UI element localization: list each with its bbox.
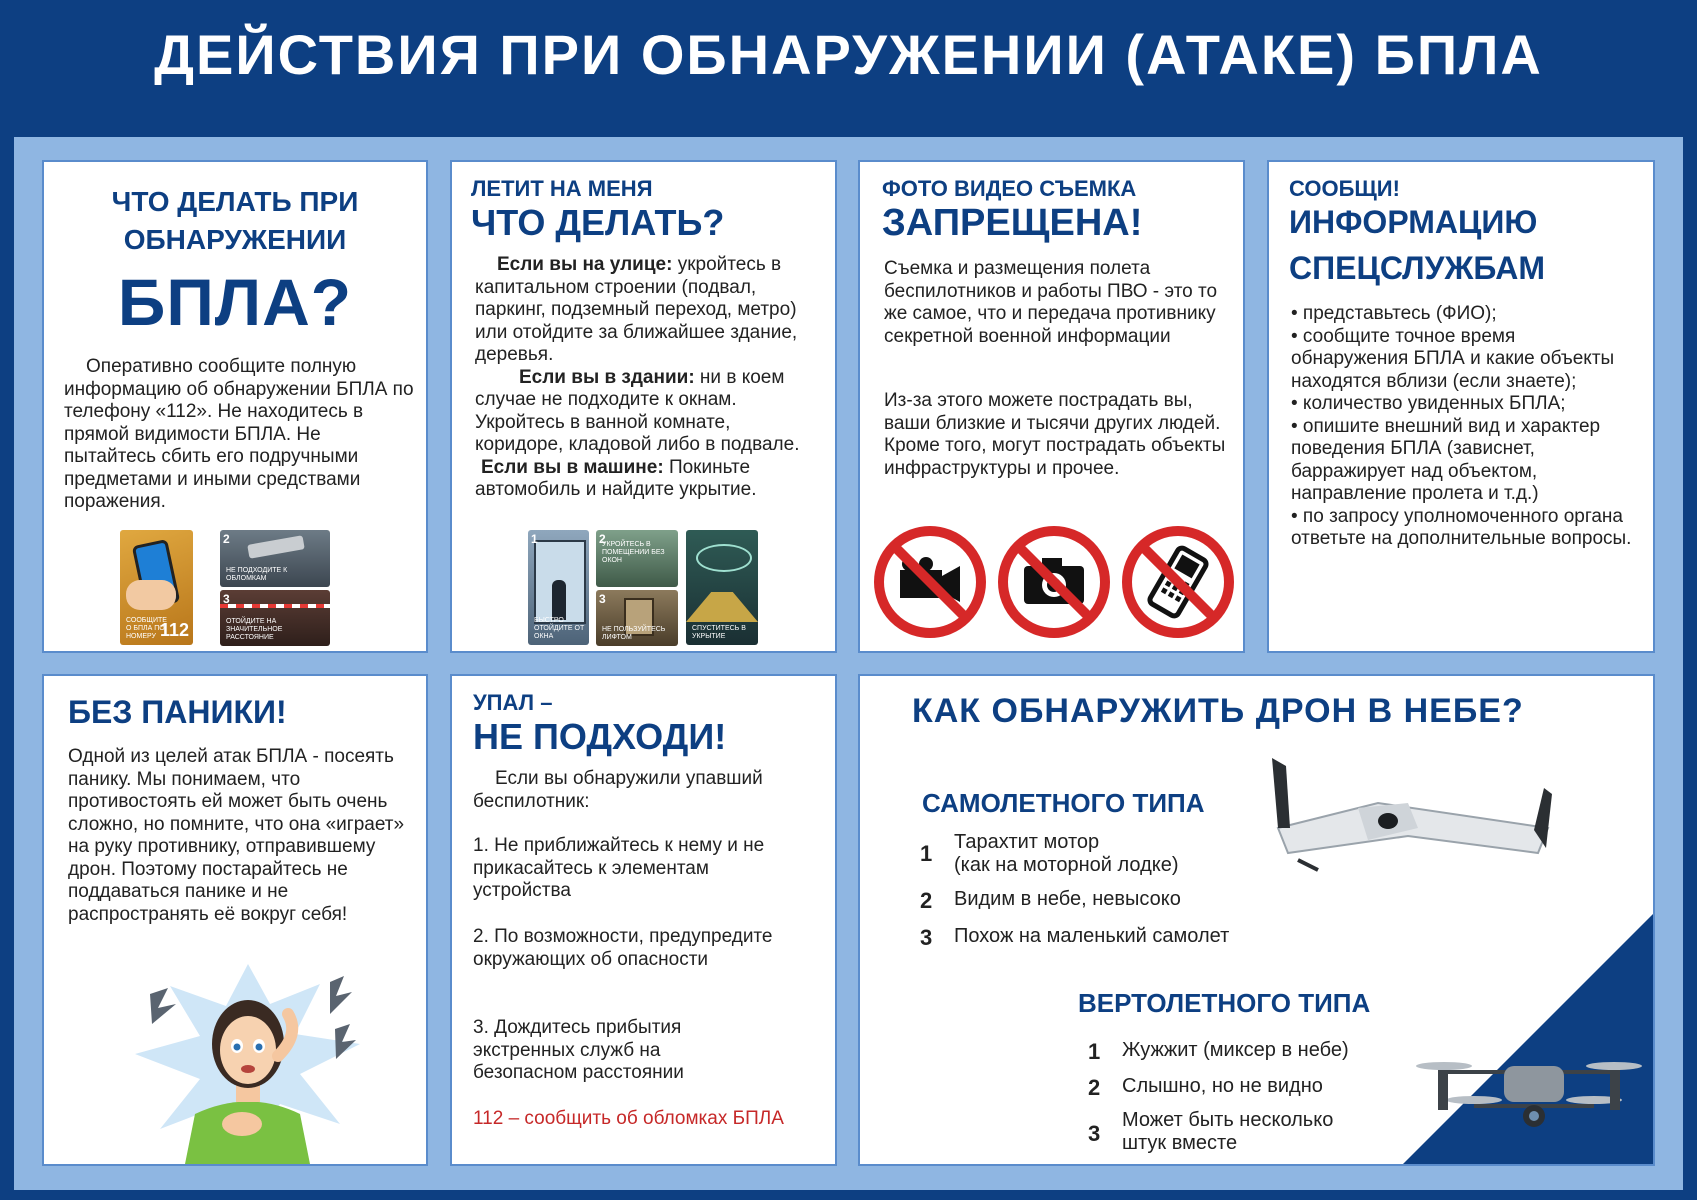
pic-caption: ОТОЙДИТЕ НА ЗНАЧИТЕЛЬНОЕ РАССТОЯНИЕ <box>226 618 283 641</box>
panel-detect-drone <box>858 674 1655 1166</box>
elevator-image <box>596 590 678 646</box>
pic-caption: НЕ ПОДХОДИТЕ К ОБЛОМКАМ <box>226 567 288 582</box>
building-label: Если вы в здании: <box>519 366 695 388</box>
flying-text <box>475 254 820 502</box>
pic-caption: БЫСТРО ОТОЙДИТЕ ОТ ОКНА <box>534 617 585 640</box>
distance-image <box>220 590 330 646</box>
drone-heading: КАК ОБНАРУЖИТЬ ДРОН В НЕБЕ? <box>912 692 1524 730</box>
pic-caption: УКРОЙТЕСЬ В ПОМЕЩЕНИИ БЕЗ ОКОН <box>602 541 665 564</box>
feature-text: Тарахтит мотор <box>954 831 1100 853</box>
inform-list <box>1291 303 1636 551</box>
detect-text: Оперативно сообщите полную информацию об обнаружении БПЛА по телефону «112». Не находитесь в прямой видимости БПЛА. Не пытайтесь сбить его подручными предметами и иными средствами поражения. <box>64 356 414 512</box>
pic-number: 1 <box>531 532 538 546</box>
car-label: Если вы в машине: <box>481 456 664 478</box>
fallen-step-1: 1. Не приближайтесь к нему и не прикасайтесь к элементам устройства <box>473 835 765 901</box>
no-video-camera-icon <box>872 524 988 640</box>
street-label: Если вы на улице: <box>497 254 673 275</box>
fallen-red-note: 112 – сообщить об обломках БПЛА <box>473 1108 784 1129</box>
pic-number: 3 <box>599 592 606 606</box>
fallen-step-2: 2. По возможности, предупредите окружающих об опасности <box>473 926 773 970</box>
fixed-wing-drone-image <box>1258 748 1558 888</box>
pic-caption: СООБЩИТЕ О БПЛА ПО НОМЕРУ <box>126 617 167 640</box>
plane-type-heading: САМОЛЕТНОГО ТИПА <box>922 788 1205 818</box>
feature-text-2: (как на моторной лодке) <box>954 854 1179 876</box>
poster-title: ДЕЙСТВИЯ ПРИ ОБНАРУЖЕНИИ (АТАКЕ) БПЛА <box>154 23 1543 86</box>
inform-heading-line2: СПЕЦСЛУЖБАМ <box>1289 250 1545 286</box>
feature-text: Слышно, но не видно <box>1122 1075 1323 1097</box>
panel-fallen <box>450 674 837 1166</box>
debris-image <box>220 530 330 587</box>
no-photo-camera-icon <box>996 524 1112 640</box>
hand-shape <box>126 580 176 610</box>
pic-caption: СПУСТИТЕСЬ В УКРЫТИЕ <box>692 625 746 640</box>
panel-detect <box>42 160 428 653</box>
pic-caption: НЕ ПОЛЬЗУЙТЕСЬ ЛИФТОМ <box>602 626 666 641</box>
feature-text: Похож на маленький самолет <box>954 925 1230 947</box>
filming-text-1: Съемка и размещения полета беспилотников и работы ПВО - это то же самое, что и передача противнику секретной военной информации <box>884 258 1218 347</box>
window-image <box>528 530 589 645</box>
flying-heading-small: ЛЕТИТ НА МЕНЯ <box>471 176 653 201</box>
panic-heading: БЕЗ ПАНИКИ! <box>68 694 287 730</box>
pic-number: 3 <box>223 592 230 606</box>
pic-number: 2 <box>223 532 230 546</box>
feature-number: 2 <box>1088 1075 1101 1100</box>
shelter-floor <box>686 592 758 622</box>
feature-text-2: штук вместе <box>1122 1132 1238 1154</box>
detect-heading-big: БПЛА? <box>117 265 353 339</box>
panic-text: Одной из целей атак БПЛА - посеять панику. Мы понимаем, что противостоять ей может быть очень сложно, но помните, что она «играет» на руку противнику, отправившему дрон. Поэтому постарайтесь не поддаваться панике и не распространять её вокруг себя! <box>68 746 405 925</box>
inform-item: • опишите внешний вид и характер поведения БПЛА (зависнет, барражирует над объектом, направление пролета и т.д.) <box>1291 415 1601 504</box>
shelter-lights <box>696 544 752 572</box>
heli-type-heading: ВЕРТОЛЕТНОГО ТИПА <box>1078 988 1371 1018</box>
feature-number: 1 <box>920 841 933 866</box>
inform-item: • количество увиденных БПЛА; <box>1291 393 1566 414</box>
fallen-heading-small: УПАЛ – <box>473 690 553 715</box>
inform-item: • сообщите точное время обнаружения БПЛА и какие объекты находятся вблизи (если знаете); <box>1291 325 1615 392</box>
feature-text: Видим в небе, невысоко <box>954 888 1181 910</box>
filming-heading-small: ФОТО ВИДЕО СЪЕМКА <box>882 176 1137 201</box>
shelter-image <box>686 530 758 645</box>
quadcopter-drone-image <box>1414 1036 1644 1146</box>
inform-item: • представьтесь (ФИО); <box>1291 303 1497 324</box>
detect-heading-line1: ЧТО ДЕЛАТЬ ПРИ <box>111 186 359 217</box>
feature-text: Может быть несколько <box>1122 1109 1334 1131</box>
feature-number: 2 <box>920 888 933 913</box>
panel-no-filming <box>858 160 1245 653</box>
detect-heading-line2: ОБНАРУЖЕНИИ <box>123 224 347 255</box>
fallen-heading-big: НЕ ПОДХОДИ! <box>473 716 727 757</box>
filming-text-2: Из-за этого можете пострадать вы, ваши близкие и тысячи других людей. Кроме того, могут пострадать объекты инфраструктуры и прочее. <box>884 390 1226 479</box>
car-text: Покиньте автомобиль и найдите укрытие. <box>475 456 757 500</box>
panel-no-panic <box>42 674 428 1166</box>
tape-shape <box>220 604 330 608</box>
fallen-step-3: 3. Дождитесь прибытия экстренных служб на безопасном расстоянии <box>473 1017 684 1083</box>
person-silhouette <box>552 580 566 620</box>
pic-number-112: 112 <box>159 620 189 640</box>
panel-inform <box>1267 160 1655 653</box>
inform-heading-small: СООБЩИ! <box>1289 176 1400 201</box>
inform-item: • по запросу уполномоченного органа ответьте на дополнительные вопросы. <box>1291 505 1632 549</box>
panicked-woman-illustration <box>130 964 366 1164</box>
feature-text: Жужжит (миксер в небе) <box>1122 1039 1349 1061</box>
corridor-image <box>596 530 678 587</box>
street-text: укройтесь в капитальном строении (подвал, паркинг, подземный переход, метро) или отойдите за ближайшее здание, деревья. <box>475 254 798 365</box>
debris-shape <box>247 535 305 559</box>
flying-heading-big: ЧТО ДЕЛАТЬ? <box>471 202 725 243</box>
building-text: ни в коем случае не подходите к окнам. Укройтесь в ванной комнате, коридоре, кладовой либо в подвале. <box>475 366 800 455</box>
pic-number: 2 <box>599 532 606 546</box>
feature-number: 1 <box>1088 1039 1101 1064</box>
fallen-intro: Если вы обнаружили упавший беспилотник: <box>473 768 763 812</box>
feature-number: 3 <box>920 925 933 950</box>
no-mobile-phone-icon <box>1120 524 1236 640</box>
phone-112-image <box>120 530 193 645</box>
filming-heading-big: ЗАПРЕЩЕНА! <box>882 202 1143 244</box>
panel-flying-at-me <box>450 160 837 653</box>
inform-heading-line1: ИНФОРМАЦИЮ <box>1289 204 1538 240</box>
feature-number: 3 <box>1088 1121 1101 1146</box>
